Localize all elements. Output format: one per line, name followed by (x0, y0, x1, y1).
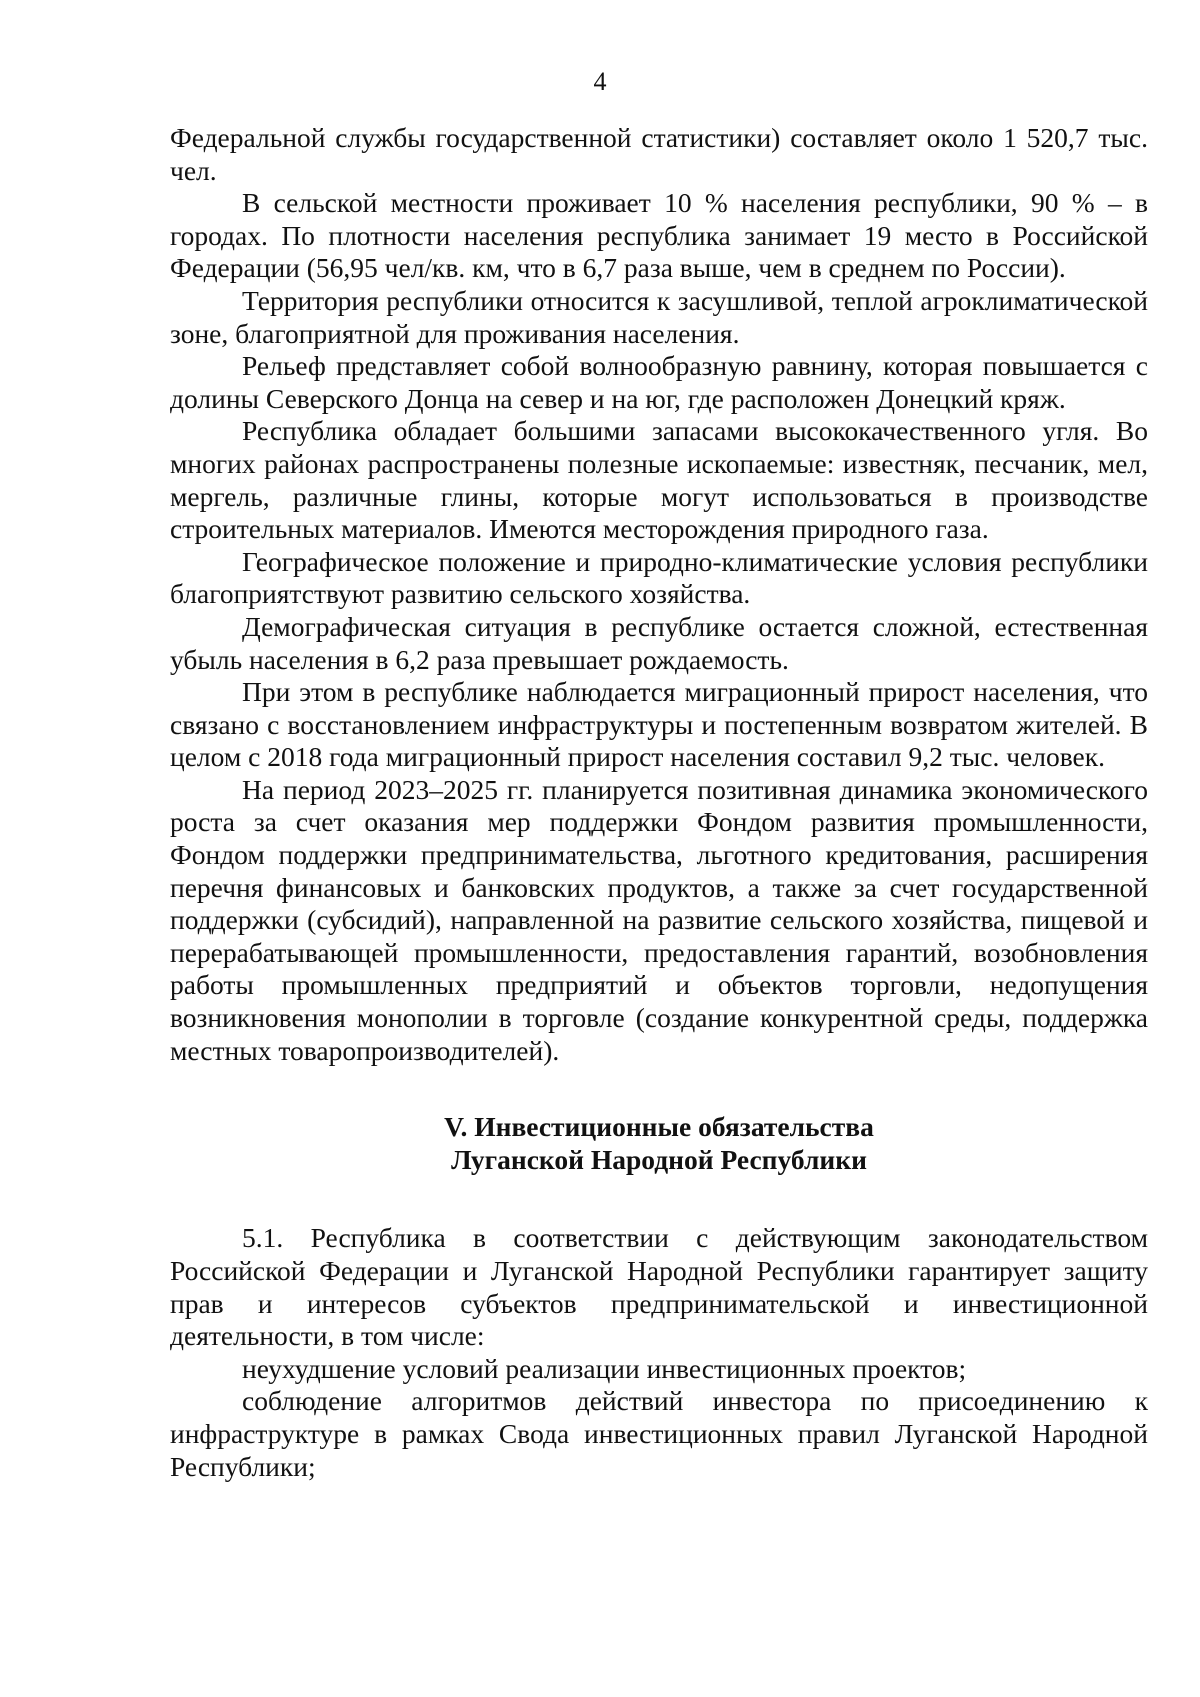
document-body (170, 122, 1148, 1483)
paragraph: Республика обладает большими запасами высококачественного угля. Во многих районах распространены полезные ископаемые: известняк, песчаник, мел, мергель, различные глины, которые могут использоваться в производстве строительных материалов. Имеются месторождения природного газа. (170, 415, 1148, 545)
paragraph: При этом в республике наблюдается миграционный прирост населения, что связано с восстановлением инфраструктуры и постепенным возвратом жителей. В целом с 2018 года миграционный прирост населения составил 9,2 тыс. человек. (170, 676, 1148, 773)
paragraph: Географическое положение и природно-климатические условия республики благоприятствуют развитию сельского хозяйства. (170, 545, 1148, 610)
paragraph: соблюдение алгоритмов действий инвестора по присоединению к инфраструктуре в рамках Свода инвестиционных правил Луганской Народной Республики; (170, 1385, 1148, 1482)
paragraph: неухудшение условий реализации инвестиционных проектов; (242, 1352, 967, 1384)
section-heading (170, 1111, 1148, 1176)
section-heading-line: Луганской Народной Республики (451, 1143, 867, 1175)
paragraph: Рельеф представляет собой волнообразную равнину, которая повышается с долины Северского Донца на север и на юг, где расположен Донецкий кряж. (170, 350, 1148, 414)
paragraph: На период 2023–2025 гг. планируется позитивная динамика экономического роста за счет оказания мер поддержки Фондом развития промышленности, Фондом поддержки предпринимательства, льготного кредитования, расширения перечня финансовых и банковских продуктов, а также за счет государственной поддержки (субсидий), направленной на развитие сельского хозяйства, пищевой и перерабатывающей промышленности, предоставления гарантий, возобновления работы промышленных предприятий и объектов торговли, недопущения возникновения монополии в торговле (создание конкурентной среды, поддержка местных товаропроизводителей). (170, 773, 1148, 1066)
paragraph: Демографическая ситуация в республике остается сложной, естественная убыль населения в 6,2 раза превышает рождаемость. (170, 610, 1148, 675)
section-heading-line: V. Инвестиционные обязательства (444, 1111, 874, 1143)
paragraph: Федеральной службы государственной статистики) составляет около 1 520,7 тыс. чел. (170, 122, 1148, 186)
paragraph: 5.1. Республика в соответствии с действующим законодательством Российской Федерации и Луганской Народной Республики гарантирует защиту прав и интересов субъектов предпринимательской и инвестиционной деятельности, в том числе: (170, 1222, 1148, 1352)
page-number: 4 (593, 67, 607, 96)
paragraph: Территория республики относится к засушливой, теплой агроклиматической зоне, благоприятной для проживания населения. (170, 284, 1148, 349)
paragraph: В сельской местности проживает 10 % населения республики, 90 % – в городах. По плотности населения республика занимает 19 место в Российской Федерации (56,95 чел/кв. км, что в 6,7 раза выше, чем в среднем по России). (170, 187, 1148, 284)
